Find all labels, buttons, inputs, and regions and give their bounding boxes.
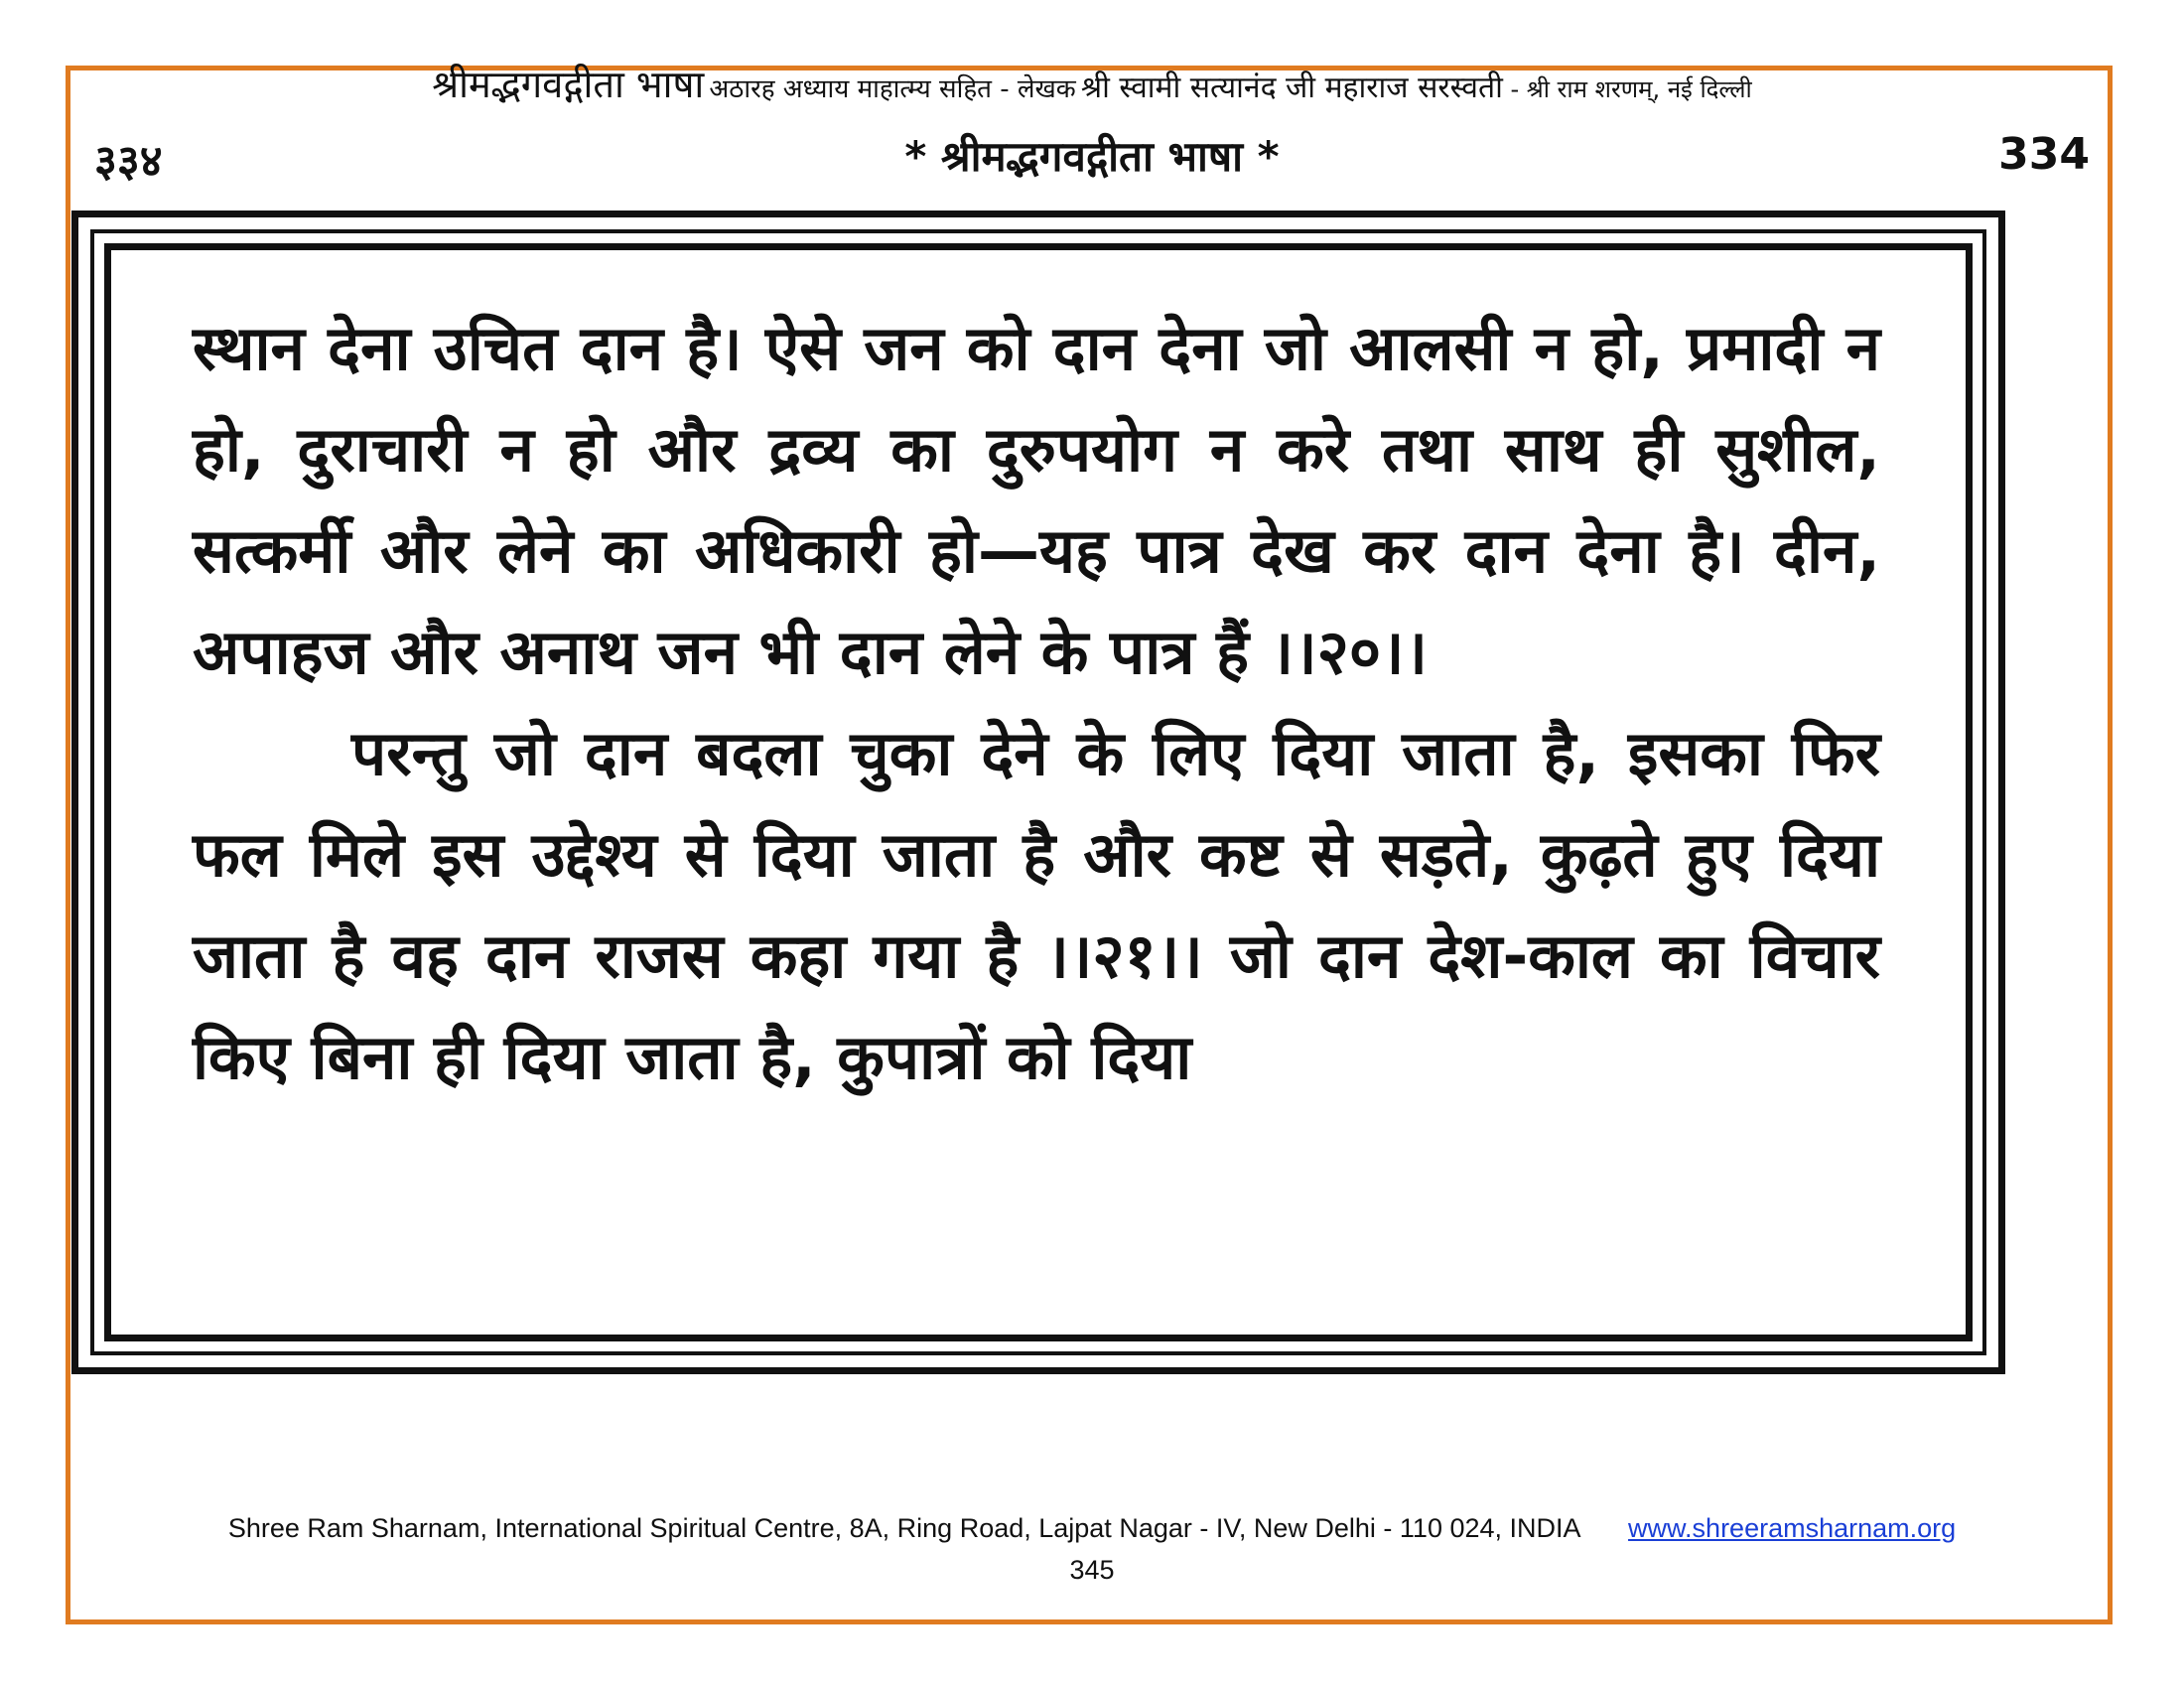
text-box-border — [71, 211, 2005, 1374]
header-publisher: श्री राम शरणम्, नई दिल्ली — [1526, 75, 1752, 103]
scripture-text — [193, 298, 1880, 1108]
header-author-name: श्री स्वामी सत्यानंद जी महाराज सरस्वती — [1080, 70, 1503, 105]
book-page-number-devanagari: ३३४ — [94, 136, 163, 187]
text-box-border-middle — [90, 229, 1986, 1355]
header-separator: - — [1502, 75, 1527, 103]
header-separator: - — [991, 74, 1018, 104]
document-header — [69, 58, 2115, 109]
book-page-number-arabic: 334 — [1998, 129, 2090, 180]
footer-address: Shree Ram Sharnam, International Spiritual Centre, 8A, Ring Road, Lajpat Nagar - IV, New Delhi - 110 024, INDIA — [227, 1513, 1581, 1543]
header-author-prefix: लेखक — [1017, 74, 1076, 104]
paragraph-verse-20: स्थान देना उचित दान है। ऐसे जन को दान देना जो आलसी न हो, प्रमादी न हो, दुराचारी न हो और द्रव्य का दुरुपयोग न करे तथा साथ ही सुशील, सत्कर्मी और लेने का अधिकारी हो—यह पात्र देख कर दान देना है। दीन, अपाहज और अनाथ जन भी दान लेने के पात्र हैं ।।२०।। — [193, 312, 1880, 688]
footer — [0, 1513, 2184, 1544]
header-title: श्रीमद्भगवद्गीता भाषा — [432, 63, 705, 106]
paragraph-verse-21: परन्तु जो दान बदला चुका देने के लिए दिया जाता है, इसका फिर फल मिले इस उद्देश्य से दिया जाता है और कष्ट से सड़ते, कुढ़ते हुए दिया जाता है वह दान राजस कहा गया है ।।२१।। जो दान देश-काल का विचार किए बिना ही दिया जाता है, कुपात्रों को दिया — [193, 717, 1880, 1093]
text-box-border-inner — [104, 243, 1973, 1341]
footer-page-number: 345 — [1069, 1555, 1115, 1585]
running-title: * श्रीमद्भगवद्गीता भाषा * — [904, 132, 1280, 181]
footer-website-link[interactable]: www.shreeramsharnam.org — [1628, 1513, 1957, 1543]
header-subtitle: अठारह अध्याय माहात्म्य सहित — [709, 74, 992, 104]
